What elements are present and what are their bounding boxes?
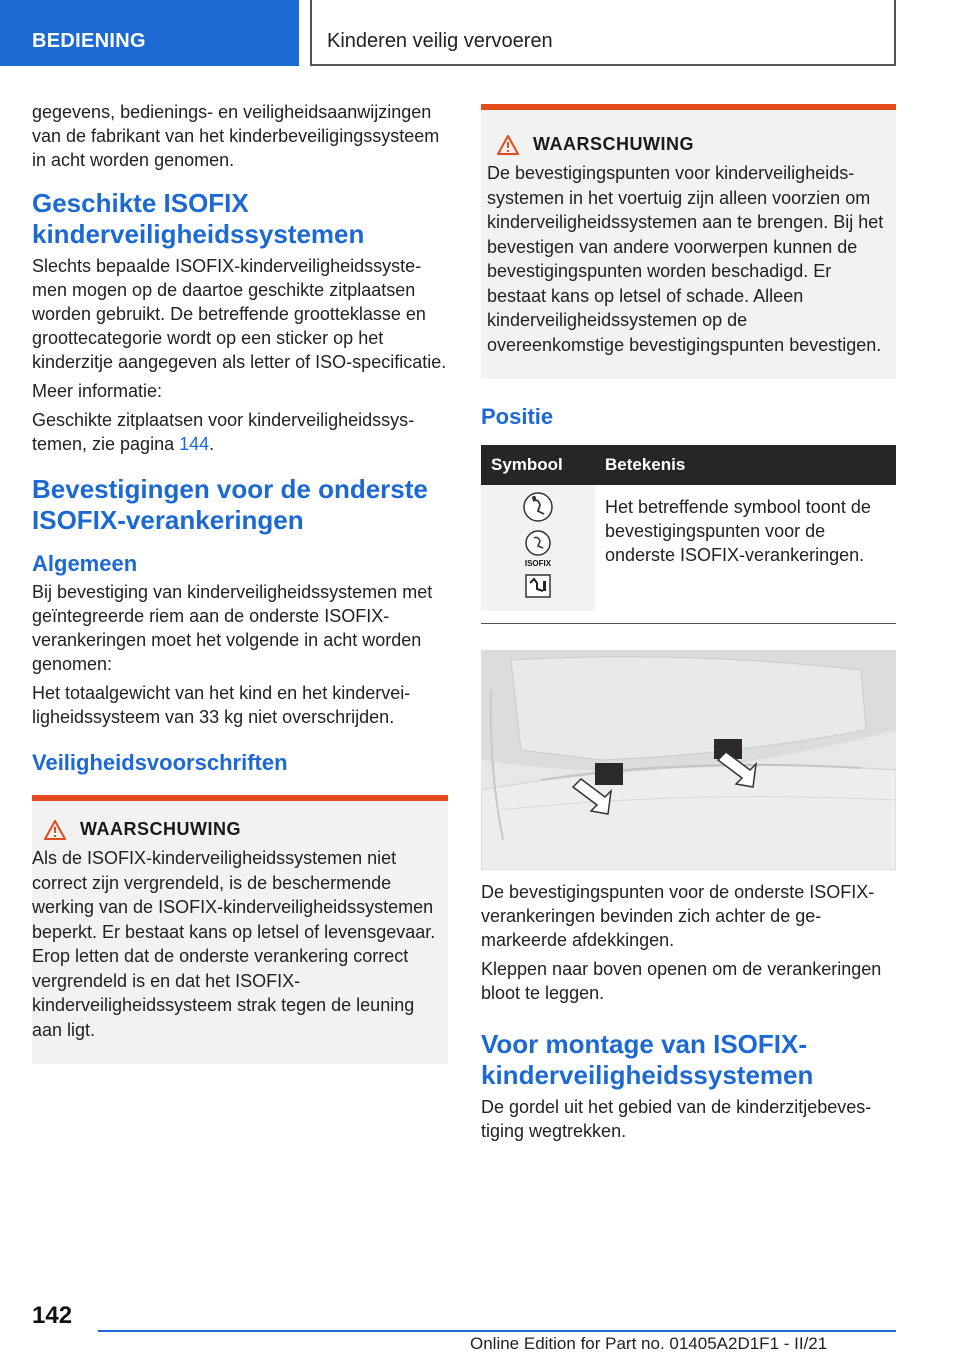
isofix-child-seat-icon bbox=[481, 485, 595, 605]
page-link-144[interactable]: 144 bbox=[179, 434, 210, 454]
heading-geschikte-isofix: Geschikte ISOFIX kinderveiligheidssystemen bbox=[32, 188, 365, 249]
heading-algemeen: Algemeen bbox=[32, 551, 138, 576]
page-number: 142 bbox=[32, 1302, 73, 1329]
table-divider bbox=[481, 623, 896, 624]
kleppen-paragraph: Kleppen naar boven openen om de verankeringen bloot te leggen. bbox=[481, 959, 882, 1003]
meaning-cell: Het betreffende symbool toont de bevestigingspunten voor de onderste ISOFIX-verankeringen. bbox=[605, 497, 871, 565]
warning-box-isofix-lock bbox=[32, 795, 448, 1064]
header-chapter-label: Kinderen veilig vervoeren bbox=[327, 30, 553, 52]
warning-title bbox=[481, 134, 888, 155]
warning-text: Als de ISOFIX-kinderveiligheidssystemen niet correct zijn vergrendeld, is de beschermende werking van de ISOFIX-kinderveiligheidssystemen beperkt. Er bestaat kans op letsel of levensgevaar. Erop letten dat de onderste verankering correct vergrendeld is en dat het ISOFIX-kinderveiligheidssysteem strak tegen de leuning aan ligt. bbox=[32, 848, 436, 1040]
heading-voor-montage: Voor montage van ISOFIX-kinderveiligheidssystemen bbox=[481, 1029, 814, 1090]
photo-caption-paragraph: De bevestigingspunten voor de onderste ISOFIX-verankeringen bevinden zich achter de gemarkeerde afdekkingen. bbox=[481, 882, 875, 950]
footer-edition-text: Online Edition for Part no. 01405A2D1F1 - II/21 bbox=[470, 1334, 828, 1353]
intro-paragraph: gegevens, bedienings- en veiligheidsaanwijzingen van de fabrikant van het kinderbeveiligingssysteem in acht worden genomen. bbox=[32, 102, 440, 170]
isofix-anchor-photo bbox=[481, 650, 896, 870]
warning-title-text: WAARSCHUWING bbox=[80, 819, 241, 839]
isofix-icon-label: ISOFIX bbox=[524, 559, 552, 568]
more-info-paragraph: Meer informatie: bbox=[32, 381, 163, 401]
header-section-tab bbox=[0, 0, 299, 66]
symbol-cell bbox=[481, 485, 595, 611]
gewicht-paragraph: Het totaalgewicht van het kind en het kinderveiligheidssysteem van 33 kg niet overschrijden. bbox=[32, 683, 411, 727]
isofix-cover-left bbox=[595, 763, 623, 785]
heading-positie: Positie bbox=[481, 404, 554, 429]
isofix-paragraph: Slechts bepaalde ISOFIX-kinderveiligheidssystemen mogen op de daartoe geschikte zitplaatsen worden gebruikt. De betreffende grootteklasse en groottecategorie wordt op een sticker op het kinderzitje aangegeven als letter of ISO-specificatie. bbox=[32, 256, 447, 372]
warning-title-text: WAARSCHUWING bbox=[533, 134, 694, 154]
table-row bbox=[481, 485, 896, 611]
col-header-meaning: Betekenis bbox=[595, 445, 896, 485]
heading-bevestigingen: Bevestigingen voor de onderste ISOFIX-verankeringen bbox=[32, 474, 428, 535]
col-header-symbol: Symbool bbox=[481, 445, 595, 485]
rear-seat-illustration bbox=[481, 650, 896, 870]
right-column bbox=[481, 104, 896, 1148]
reference-paragraph bbox=[32, 408, 448, 456]
algemeen-paragraph: Bij bevestiging van kinderveiligheidssystemen met geïntegreerde riem aan de onderste ISOFIX-verankeringen moet het volgende in acht worden genomen: bbox=[32, 582, 433, 674]
table-header-row bbox=[481, 445, 896, 485]
warning-triangle-icon bbox=[44, 820, 66, 840]
header-section-label: BEDIENING bbox=[32, 30, 146, 52]
footer-divider bbox=[98, 1330, 896, 1332]
reference-text: Geschikte zitplaatsen voor kinderveiligheidssystemen, zie pagina bbox=[32, 410, 415, 454]
warning-title bbox=[32, 819, 440, 840]
warning-text: De bevestigingspunten voor kinderveiligheidssystemen in het voertuig zijn alleen voorzien om kinderveiligheidssystemen aan te brengen. Bij het bevestigen van andere voorwerpen kunnen de bevestigingspunten worden beschadigd. Er bestaat kans op letsel of schade. Alleen kinderveiligheidssystemen op de overeenkomstige bevestigingspunten bevestigen. bbox=[487, 163, 884, 355]
warning-box-mounting-points bbox=[481, 104, 896, 379]
warning-triangle-icon bbox=[497, 135, 519, 155]
heading-veiligheidsvoorschriften: Veiligheidsvoorschriften bbox=[32, 750, 288, 775]
reference-suffix: . bbox=[209, 434, 215, 454]
gordel-paragraph: De gordel uit het gebied van de kinderzitjebevestiging wegtrekken. bbox=[481, 1097, 872, 1141]
header-chapter-tab bbox=[310, 0, 896, 66]
symbol-table bbox=[481, 445, 896, 611]
left-column bbox=[32, 100, 448, 1064]
